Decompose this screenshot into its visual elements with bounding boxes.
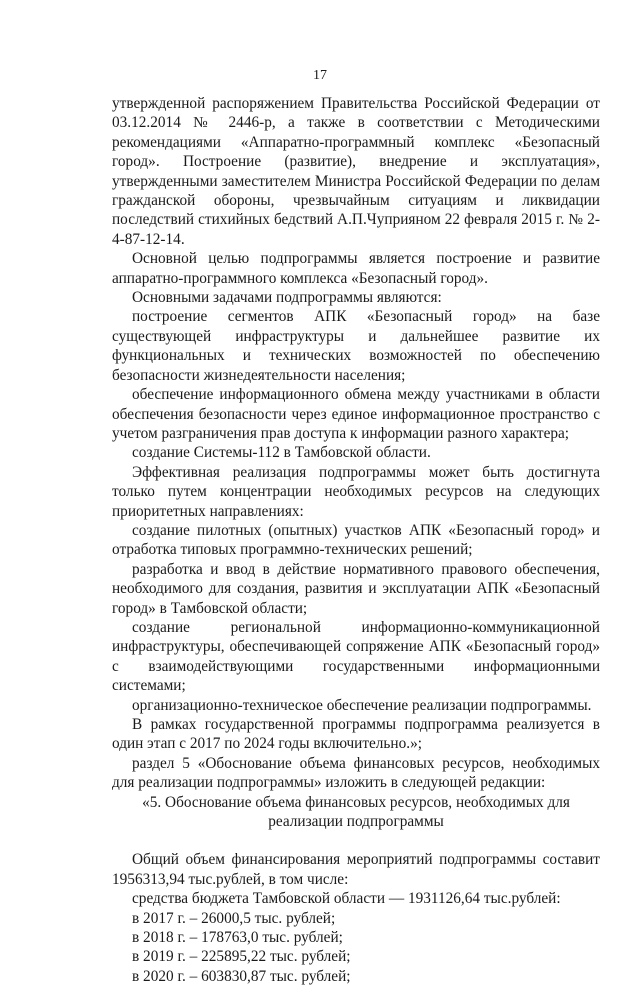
paragraph: утвержденной распоряжением Правительства Российской Федерации от 03.12.2014 № 2446-р, а также в соответствии с Методическими рекомендациями «Аппаратно-программный комплекс «Безопасный город». Построение (развитие), внедрение и эксплуатация», утвержденными заместителем Министра Российской Федерации по делам гражданской обороны, чрезвычайным ситуациям и ликвидации последствий стихийных бедствий А.П.Чуприяном 22 февраля 2015 г. № 2-4-87-12-14. [112,95,600,248]
page-number: 17 [313,68,327,83]
finance-year: в 2019 г. – 225895,22 тыс. рублей; [132,948,351,966]
paragraph: В рамках государственной программы подпрограмма реализуется в один этап с 2017 по 2024 годы включительно.»; [112,716,600,753]
paragraph: создание региональной информационно-коммуникационной инфраструктуры, обеспечивающей сопряжение АПК «Безопасный город» с взаимодействующими государственными информационными системами; [112,618,600,695]
paragraph: создание пилотных (опытных) участков АПК «Безопасный город» и отработка типовых программно-технических решений; [112,521,600,559]
finance-year: в 2017 г. – 26000,5 тыс. рублей; [132,909,336,927]
finance-year: в 2018 г. – 178763,0 тыс. рублей; [132,929,343,947]
blank-line [112,831,600,850]
paragraph: Основной целью подпрограммы является построение и развитие аппаратно-программного комплекса «Безопасный город». [112,250,600,287]
paragraph: создание Системы-112 в Тамбовской области. [132,444,431,462]
paragraph: построение сегментов АПК «Безопасный город» на базе существующей инфраструктуры и дальнейшее развитие их функциональных и технических возможностей по обеспечению безопасности жизнедеятельности населения; [112,308,600,384]
section-heading: «5. Обоснование объема финансовых ресурсов, необходимых для реализации подпрограммы [142,793,570,831]
paragraph: Эффективная реализация подпрограммы может быть достигнута только путем концентрации необходимых ресурсов на следующих приоритетных направлениях: [112,463,600,520]
finance-total: Общий объем финансирования мероприятий подпрограммы составит 1956313,94 тыс.рублей, в том числе: [112,851,600,888]
paragraph: раздел 5 «Обоснование объема финансовых ресурсов, необходимых для реализации подпрограммы» изложить в следующей редакции: [112,754,600,792]
paragraph: организационно-техническое обеспечение реализации подпрограммы. [132,696,592,714]
finance-budget: средства бюджета Тамбовской области — 1931126,64 тыс.рублей: [132,890,561,908]
finance-year: в 2020 г. – 603830,87 тыс. рублей; [132,967,351,985]
paragraph: обеспечение информационного обмена между участниками в области обеспечения безопасности через единое информационное пространство с учетом разграничения прав доступа к информации разного характера; [112,386,600,442]
paragraph: Основными задачами подпрограммы являются: [132,289,442,307]
document-body [112,94,600,986]
paragraph: разработка и ввод в действие нормативного правового обеспечения, необходимого для создания, развития и эксплуатации АПК «Безопасный город» в Тамбовской области; [112,560,600,617]
